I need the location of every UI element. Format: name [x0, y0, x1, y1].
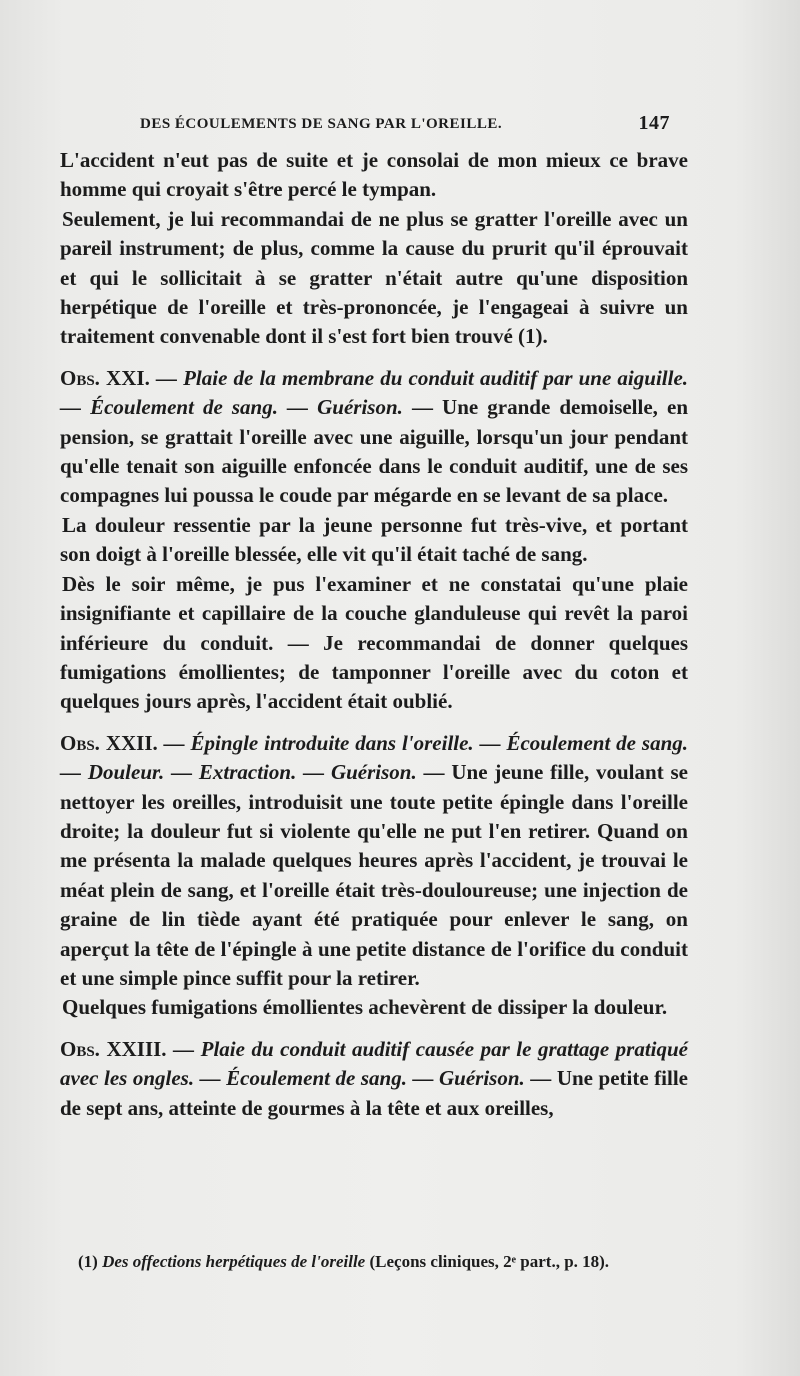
footnote-title: Des offections herpétiques de l'oreille	[102, 1252, 366, 1271]
observation-text: — Une petite fille de sept ans, atteinte de gourmes à la tête et aux oreilles,	[60, 1066, 689, 1120]
paragraph: Dès le soir même, je pus l'examiner et ne constatai qu'une plaie insignifiante et capillaire de la couche glanduleuse qui revêt la paroi inférieure du conduit. — Je recommandai de donner quelques fumigations émollientes; de tamponner l'oreille avec du coton et quelques jours après, l'accident était oublié.	[60, 571, 688, 714]
footnote-reference: (Leçons cliniques, 2ᵉ part., p. 18).	[369, 1252, 610, 1271]
footnote-marker: (1)	[78, 1252, 98, 1271]
observation-23	[60, 1035, 688, 1123]
page-number: 147	[638, 112, 670, 134]
observation-label: Obs. XXII.	[60, 730, 158, 755]
observation-text: — Une jeune fille, voulant se nettoyer les oreilles, introduisit une toute petite épingle dans l'oreille droite; la douleur fut si violente qu'elle ne put l'en retirer. Quand on me présenta la malade quelques heures après l'accident, je trouvai le méat plein de sang, et l'oreille était très-douloureuse; une injection de graine de lin tiède ayant été pratiquée pour enlever le sang, on aperçut la tête de l'épingle à une petite distance de l'orifice du conduit et une simple pince suffit pour la retirer.	[60, 760, 688, 990]
running-title: DES ÉCOULEMENTS DE SANG PAR L'OREILLE.	[140, 116, 503, 132]
observation-21	[60, 364, 688, 511]
observation-label: Obs. XXI.	[60, 365, 150, 390]
paragraph: Quelques fumigations émollientes achevèrent de dissiper la douleur.	[62, 995, 668, 1020]
observation-label: Obs. XXIII.	[60, 1036, 167, 1061]
body-text	[60, 146, 688, 1123]
observation-title: — Épingle introduite dans l'oreille. — Écoulement de sang. — Douleur. — Extraction. — Guérison.	[60, 730, 689, 785]
observation-22	[60, 729, 688, 994]
footnote	[78, 1252, 698, 1272]
observation-title: — Plaie du conduit auditif causée par le grattage pratiqué avec les ongles. — Écoulement de sang. — Guérison.	[60, 1036, 689, 1091]
observation-title: — Plaie de la membrane du conduit auditif par une aiguille. — Écoulement de sang. — Guérison.	[60, 365, 689, 420]
observation-text: — Une grande demoiselle, en pension, se grattait l'oreille avec une aiguille, lorsqu'un jour pendant qu'elle tenait son aiguille enfoncée dans le conduit auditif, une de ses compagnes lui poussa le coude par mégarde en se levant de sa place.	[60, 395, 688, 508]
running-head	[140, 112, 670, 134]
paragraph: Seulement, je lui recommandai de ne plus se gratter l'oreille avec un pareil instrument; de plus, comme la cause du prurit qu'il éprouvait et qui le sollicitait à se gratter n'était autre qu'une disposition herpétique de l'oreille et très-prononcée, je l'engageai à suivre un traitement convenable dont il s'est fort bien trouvé (1).	[60, 206, 688, 349]
paragraph: La douleur ressentie par la jeune personne fut très-vive, et portant son doigt à l'oreille blessée, elle vit qu'il était taché de sang.	[60, 512, 688, 567]
paragraph: L'accident n'eut pas de suite et je consolai de mon mieux ce brave homme qui croyait s'être percé le tympan.	[60, 148, 688, 202]
